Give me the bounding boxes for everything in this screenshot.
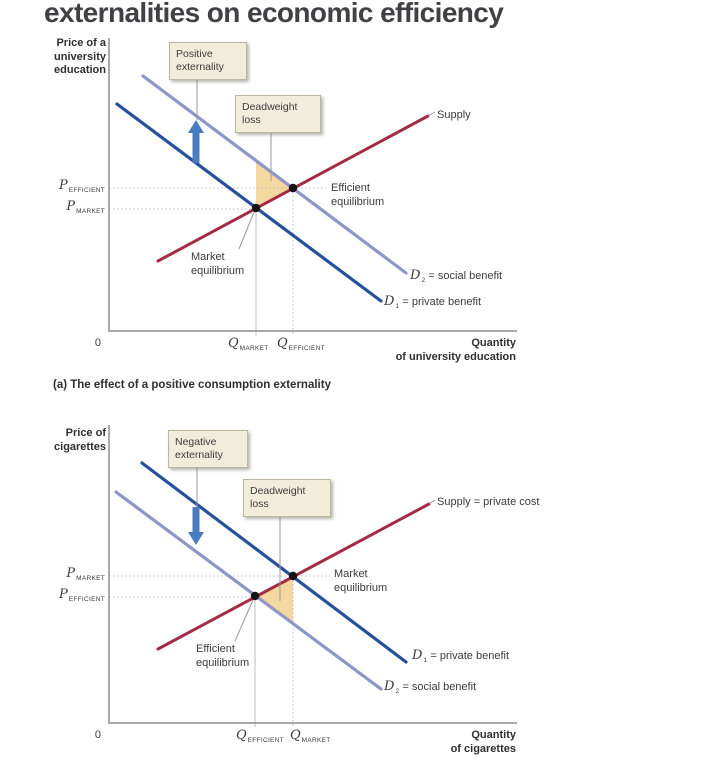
q-market-label-b: $Q_{MARKET}$ xyxy=(290,728,331,744)
equilibrium-point-b-0 xyxy=(289,572,297,580)
axis-x-label-a: Quantity of university education xyxy=(395,337,516,363)
axis-y-label-b: Price of cigarettes xyxy=(54,427,106,453)
equilibrium-point-a-0 xyxy=(252,204,260,212)
supply-label-a: Supply xyxy=(437,109,471,121)
efficient-equilibrium-label-b: Efficient equilibrium xyxy=(196,643,250,669)
market-equilibrium-label-a: Market equilibrium xyxy=(191,251,245,277)
connector-a-3 xyxy=(428,112,435,116)
market-equilibrium-label-b: Market equilibrium xyxy=(334,568,388,594)
axis-y-label-a: Price of a university education xyxy=(54,37,106,76)
origin-label-b: 0 xyxy=(94,729,101,741)
d2-label-a: $D_2$ = social benefit xyxy=(410,268,503,284)
axes-a xyxy=(109,38,517,331)
negative-externality-callout: Negative externality xyxy=(168,430,248,468)
connector-b-3 xyxy=(429,500,435,504)
equilibrium-point-a-1 xyxy=(289,184,297,192)
p-efficient-label-a: $P_{EFFICIENT}$ xyxy=(58,178,105,194)
p-market-label-a: $P_{MARKET}$ xyxy=(66,199,105,215)
panel-a-caption: (a) The effect of a positive consumption externality xyxy=(53,379,331,391)
equilibrium-point-b-1 xyxy=(251,592,259,600)
shift-up-arrow-icon xyxy=(188,120,204,163)
deadweight-loss-callout-a: Deadweight loss xyxy=(235,95,321,133)
positive-externality-callout: Positive externality xyxy=(169,42,247,80)
axes-b xyxy=(109,425,517,723)
p-market-label-b: $P_{MARKET}$ xyxy=(66,566,105,582)
q-efficient-label-b: $Q_{EFFICIENT}$ xyxy=(236,728,284,744)
figure-title: externalities on economic efficiency xyxy=(44,0,504,28)
p-efficient-label-b: $P_{EFFICIENT}$ xyxy=(58,587,105,603)
d2-label-b: $D_2$ = social benefit xyxy=(384,679,477,695)
supply-label-b: Supply = private cost xyxy=(437,496,540,508)
deadweight-loss-callout-b: Deadweight loss xyxy=(243,479,331,517)
d1-label-b: $D_1$ = private benefit xyxy=(412,648,509,664)
origin-label-a: 0 xyxy=(94,337,101,349)
q-efficient-label-a: $Q_{EFFICIENT}$ xyxy=(277,336,325,352)
axis-x-label-b: Quantity of cigarettes xyxy=(450,729,516,755)
d1-label-a: $D_1$ = private benefit xyxy=(384,294,481,310)
shift-down-arrow-icon xyxy=(188,507,204,545)
efficient-equilibrium-label-a: Efficient equilibrium xyxy=(331,182,385,208)
q-market-label-a: $Q_{MARKET}$ xyxy=(228,336,269,352)
